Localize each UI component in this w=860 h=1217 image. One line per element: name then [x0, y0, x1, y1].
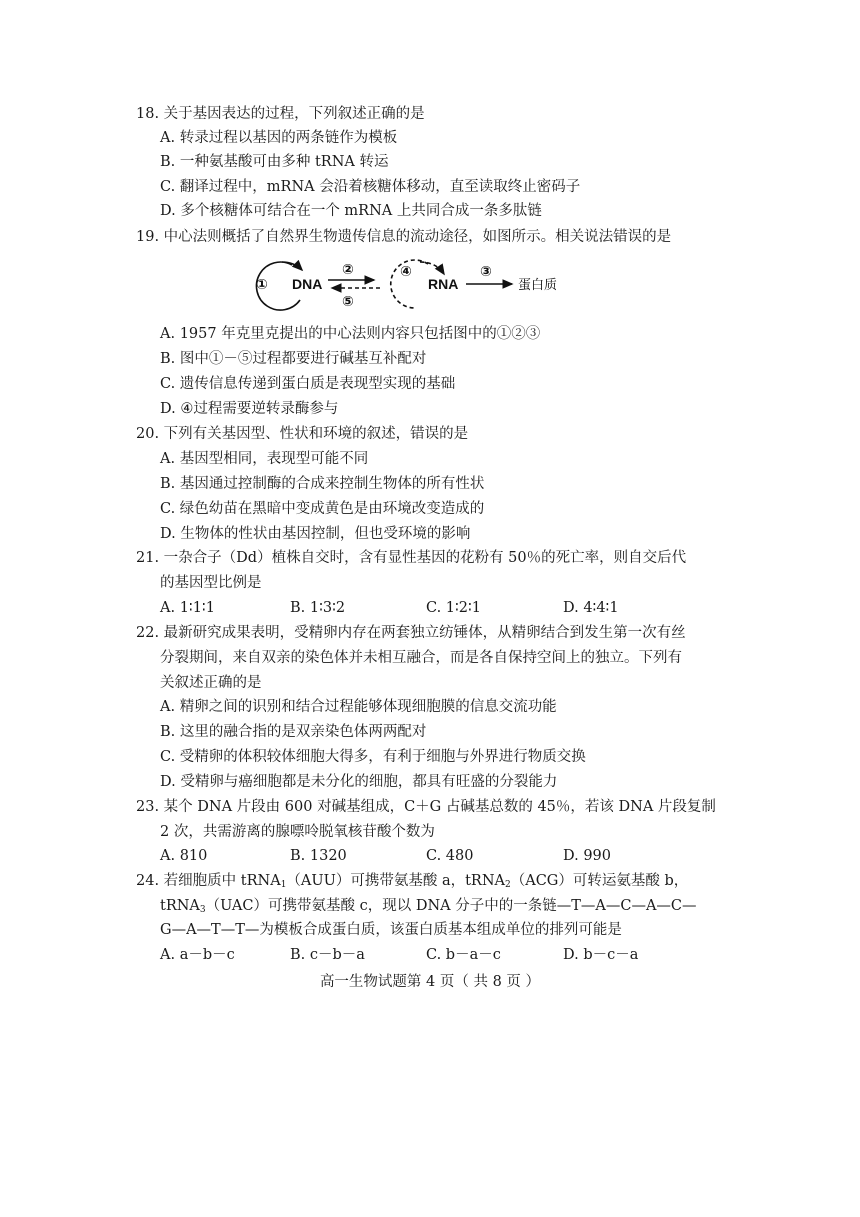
central-dogma-diagram [248, 256, 568, 316]
q19-stem: 19. 中心法则概括了自然界生物遗传信息的流动途径，如图所示。相关说法错误的是 [136, 229, 672, 245]
q22-stem-2: 分裂期间，来自双亲的染色体并未相互融合，而是各自保持空间上的独立。下列有 [160, 650, 682, 666]
page-footer: 高一生物试题第 4 页（ 共 8 页 ） [319, 974, 541, 990]
q20-option-b: B. 基因通过控制酶的合成来控制生物体的所有性状 [160, 476, 485, 492]
label-process-3: ③ [480, 263, 492, 279]
q18-option-b: B. 一种氨基酸可由多种 tRNA 转运 [160, 154, 389, 170]
q21-stem: 21. 一杂合子（Dd）植株自交时，含有显性基因的花粉有 50％的死亡率，则自交后代 [136, 550, 687, 566]
label-process-1: ① [256, 276, 268, 292]
q20-stem: 20. 下列有关基因型、性状和环境的叙述，错误的是 [136, 426, 469, 442]
q19-option-b: B. 图中①－⑤过程都要进行碱基互补配对 [160, 351, 427, 367]
q24-option-c: C. b－a－c [426, 947, 501, 963]
label-process-5: ⑤ [342, 293, 354, 309]
q22-option-c: C. 受精卵的体积较体细胞大得多，有利于细胞与外界进行物质交换 [160, 749, 586, 765]
q20-option-d: D. 生物体的性状由基因控制，但也受环境的影响 [160, 526, 471, 542]
q21-option-d: D. 4∶4∶1 [563, 600, 619, 616]
label-rna: RNA [428, 276, 459, 292]
q24-stem-3: G—A—T—T—为模板合成蛋白质，该蛋白质基本组成单位的排列可能是 [160, 922, 622, 938]
q21-option-a: A. 1∶1∶1 [160, 600, 215, 616]
q22-stem-1: 22. 最新研究成果表明，受精卵内存在两套独立纺锤体，从精卵结合到发生第一次有丝 [136, 625, 686, 641]
q23-option-a: A. 810 [160, 848, 208, 864]
q20-option-c: C. 绿色幼苗在黑暗中变成黄色是由环境改变造成的 [160, 501, 485, 517]
q18-option-d: D. 多个核糖体可结合在一个 mRNA 上共同合成一条多肽链 [160, 203, 542, 219]
label-process-4: ④ [400, 263, 412, 279]
q23-stem-cont: 2 次，共需游离的腺嘌呤脱氧核苷酸个数为 [160, 824, 435, 840]
q18-stem: 18. 关于基因表达的过程，下列叙述正确的是 [136, 106, 425, 122]
q21-stem-cont: 的基因型比例是 [160, 575, 262, 591]
q22-stem-3: 关叙述正确的是 [160, 675, 262, 691]
q18-option-a: A. 转录过程以基因的两条链作为模板 [160, 130, 398, 146]
q24-stem-2: tRNA$_3$（UAC）可携带氨基酸 c，现以 DNA 分子中的一条链—T—A—C—A—C— [160, 898, 697, 915]
q19-option-d: D. ④过程需要逆转录酶参与 [160, 401, 339, 417]
label-protein: 蛋白质 [518, 278, 558, 293]
q21-option-b: B. 1∶3∶2 [290, 600, 346, 616]
q22-option-a: A. 精卵之间的识别和结合过程能够体现细胞膜的信息交流功能 [160, 699, 557, 715]
q24-option-a: A. a－b－c [160, 947, 235, 963]
q22-option-d: D. 受精卵与癌细胞都是未分化的细胞，都具有旺盛的分裂能力 [160, 774, 558, 790]
q20-option-a: A. 基因型相同，表现型可能不同 [160, 451, 369, 467]
q23-option-b: B. 1320 [290, 848, 347, 864]
q24-stem-1: 24. 若细胞质中 tRNA$_1$（AUU）可携带氨基酸 a，tRNA$_2$（ACG）可转运氨基酸 b， [136, 873, 689, 890]
q19-option-a: A. 1957 年克里克提出的中心法则内容只包括图中的①②③ [160, 326, 541, 342]
q24-option-b: B. c－b－a [290, 947, 365, 963]
q23-stem: 23. 某个 DNA 片段由 600 对碱基组成，C＋G 占碱基总数的 45％，若该 DNA 片段复制 [136, 799, 716, 815]
q23-option-c: C. 480 [426, 848, 474, 864]
q18-option-c: C. 翻译过程中，mRNA 会沿着核糖体移动，直至读取终止密码子 [160, 179, 581, 195]
q19-option-c: C. 遗传信息传递到蛋白质是表现型实现的基础 [160, 376, 456, 392]
q24-option-d: D. b－c－a [563, 947, 639, 963]
q23-option-d: D. 990 [563, 848, 612, 864]
label-dna: DNA [292, 276, 323, 292]
q22-option-b: B. 这里的融合指的是双亲染色体两两配对 [160, 724, 427, 740]
label-process-2: ② [342, 261, 354, 277]
q21-option-c: C. 1∶2∶1 [426, 600, 482, 616]
